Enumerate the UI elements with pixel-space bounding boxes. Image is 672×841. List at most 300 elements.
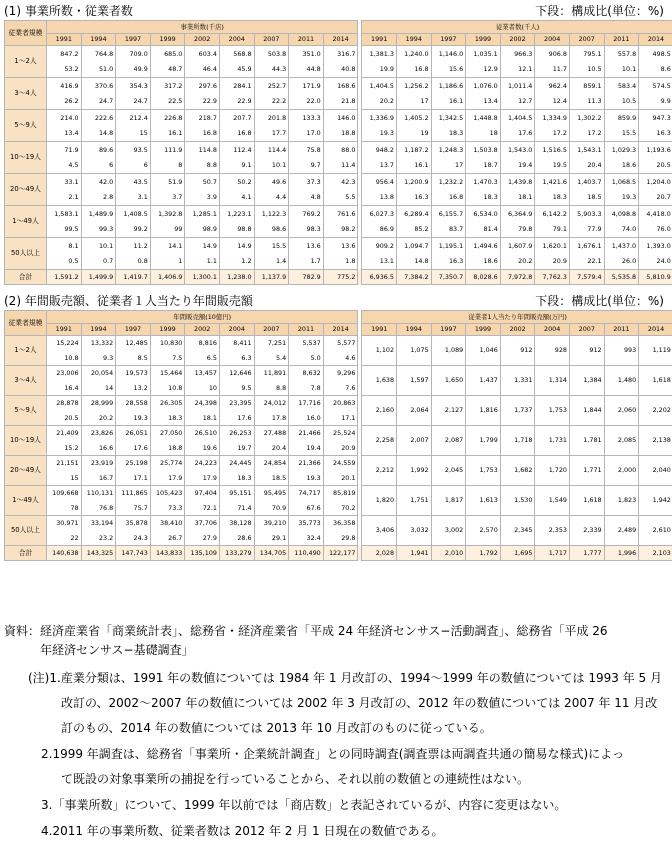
employees-cell: 6,364.9 — [500, 206, 535, 222]
establishments-cell: 769.2 — [289, 206, 324, 222]
year-header: 2007 — [569, 324, 604, 336]
sales-share-cell: 19.3 — [116, 411, 151, 426]
employees-cell: 859.1 — [569, 78, 604, 94]
sales-per-employee-cell: 2,202 — [639, 396, 672, 426]
employees-share-cell: 22.1 — [569, 254, 604, 270]
sales-per-employee-cell: 1,844 — [569, 396, 604, 426]
establishments-share-cell: 4.4 — [254, 190, 289, 206]
establishments-share-cell: 99.5 — [47, 222, 82, 238]
employees-cell: 1,404.5 — [362, 78, 397, 94]
year-header: 2007 — [254, 324, 289, 336]
sales-per-employee-cell: 1,089 — [431, 336, 466, 366]
year-header: 2004 — [219, 34, 254, 46]
establishments-share-cell: 24.7 — [116, 94, 151, 110]
total-row — [5, 546, 672, 561]
sales-cell: 8,816 — [185, 336, 220, 351]
sales-cell: 39,210 — [254, 516, 289, 531]
note-1: (注)1.産業分類は、1991 年の数値については 1984 年 1 月改訂の、1994〜1999 年の数値については 1993 年 5 月 — [28, 669, 662, 688]
establishments-cell: 93.5 — [116, 142, 151, 158]
sales-cell: 38,128 — [219, 516, 254, 531]
year-header: 1997 — [116, 34, 151, 46]
establishments-share-cell: 16.8 — [185, 126, 220, 142]
sales-share-cell: 19.3 — [289, 471, 324, 486]
sales-per-employee-cell: 1,817 — [431, 486, 466, 516]
year-header: 1997 — [431, 34, 466, 46]
year-header: 1991 — [47, 34, 82, 46]
sales-per-employee-total-cell: 1,695 — [500, 546, 535, 561]
establishments-cell: 761.6 — [323, 206, 358, 222]
employees-cell: 6,027.3 — [362, 206, 397, 222]
year-header: 1999 — [150, 34, 185, 46]
employees-cell: 948.2 — [362, 142, 397, 158]
sales-per-employee-cell: 1,823 — [604, 486, 639, 516]
establishments-total-cell: 1,499.9 — [81, 270, 116, 285]
row-label: 3〜4人 — [5, 78, 47, 110]
employees-share-cell: 18.6 — [604, 158, 639, 174]
employees-share-cell: 10.5 — [569, 62, 604, 78]
establishments-cell: 709.0 — [116, 46, 151, 62]
table-row — [5, 206, 672, 222]
sales-per-employee-cell: 2,258 — [362, 426, 397, 456]
sales-per-employee-cell: 2,007 — [397, 426, 432, 456]
employees-cell: 1,439.8 — [500, 174, 535, 190]
sales-per-employee-total-cell: 1,792 — [466, 546, 501, 561]
sales-cell: 37,706 — [185, 516, 220, 531]
sales-per-employee-cell: 2,064 — [397, 396, 432, 426]
sales-share-cell: 73.3 — [150, 501, 185, 516]
sales-share-cell: 67.6 — [289, 501, 324, 516]
employees-cell: 906.8 — [535, 46, 570, 62]
establishments-share-cell: 3.7 — [150, 190, 185, 206]
sales-share-cell: 20.9 — [323, 441, 358, 456]
establishments-cell: 50.2 — [219, 174, 254, 190]
table-row — [5, 46, 672, 62]
employees-share-cell: 11.3 — [569, 94, 604, 110]
employees-cell: 859.9 — [604, 110, 639, 126]
sales-share-cell: 6.3 — [219, 351, 254, 366]
sales-per-employee-cell: 1,753 — [535, 396, 570, 426]
year-header: 2002 — [500, 34, 535, 46]
sales-cell: 74,717 — [289, 486, 324, 501]
table-row — [5, 142, 672, 158]
sales-per-employee-cell: 2,085 — [604, 426, 639, 456]
row-label: 3〜4人 — [5, 366, 47, 396]
row-label: 1〜49人 — [5, 486, 47, 516]
sales-per-employee-cell: 2,339 — [569, 516, 604, 546]
employees-total-cell: 7,762.3 — [535, 270, 570, 285]
establishments-total-cell: 1,137.9 — [254, 270, 289, 285]
establishments-cell: 354.3 — [116, 78, 151, 94]
sales-cell: 5,577 — [323, 336, 358, 351]
sales-share-cell: 20.2 — [81, 411, 116, 426]
sales-per-employee-cell: 2,353 — [535, 516, 570, 546]
employees-cell: 498.5 — [639, 46, 672, 62]
sales-per-employee-cell: 3,002 — [431, 516, 466, 546]
establishments-share-cell: 9.1 — [219, 158, 254, 174]
sales-cell: 36,358 — [323, 516, 358, 531]
sales-cell: 23,006 — [47, 366, 82, 381]
year-header: 2007 — [569, 34, 604, 46]
establishments-share-cell: 6 — [81, 158, 116, 174]
establishments-share-cell: 21.8 — [323, 94, 358, 110]
establishments-cell: 14.9 — [219, 238, 254, 254]
sales-cell: 28,999 — [81, 396, 116, 411]
employees-share-cell: 11.7 — [535, 62, 570, 78]
year-header: 1991 — [362, 34, 397, 46]
sales-per-employee-cell: 1,682 — [500, 456, 535, 486]
group-right-header: 従業者数(千人) — [362, 21, 672, 34]
year-header: 2004 — [219, 324, 254, 336]
row-header: 従業者規模 — [5, 311, 47, 336]
sales-per-employee-cell: 2,212 — [362, 456, 397, 486]
sales-per-employee-cell: 2,127 — [431, 396, 466, 426]
sales-share-cell: 70.2 — [323, 501, 358, 516]
sales-per-employee-cell: 1,718 — [500, 426, 535, 456]
establishments-cell: 1,489.9 — [81, 206, 116, 222]
employees-cell: 1,187.2 — [396, 142, 431, 158]
sales-cell: 23,919 — [81, 456, 116, 471]
note-3: 3.「事業所数」について、1999 年以前では「商店数」と表記されているが、内容に変更はない。 — [41, 796, 566, 815]
sales-share-cell: 72.1 — [185, 501, 220, 516]
sales-share-cell: 17.9 — [185, 471, 220, 486]
establishments-share-cell: 1.4 — [254, 254, 289, 270]
establishments-cell: 207.7 — [219, 110, 254, 126]
row-header: 従業者規模 — [5, 21, 47, 46]
sales-share-cell: 13.2 — [116, 381, 151, 396]
establishments-cell: 114.8 — [185, 142, 220, 158]
year-header: 1997 — [116, 324, 151, 336]
establishments-share-cell: 1.7 — [289, 254, 324, 270]
establishments-share-cell: 2.1 — [47, 190, 82, 206]
employees-share-cell: 19.5 — [535, 158, 570, 174]
section1-header — [0, 2, 672, 18]
establishments-share-cell: 98.8 — [219, 222, 254, 238]
establishments-share-cell: 16.1 — [150, 126, 185, 142]
employees-cell: 1,068.5 — [604, 174, 639, 190]
employees-cell: 6,289.4 — [396, 206, 431, 222]
establishments-cell: 351.0 — [289, 46, 324, 62]
establishments-share-cell: 13.4 — [47, 126, 82, 142]
establishments-share-cell: 40.8 — [323, 62, 358, 78]
year-header: 1994 — [396, 34, 431, 46]
employees-share-cell: 18.3 — [466, 190, 501, 206]
employees-share-cell: 18.5 — [569, 190, 604, 206]
sales-cell: 38,410 — [150, 516, 185, 531]
employees-cell: 1,011.4 — [500, 78, 535, 94]
establishments-share-cell: 48.7 — [150, 62, 185, 78]
note-1-cont2: 訂のもの、2014 年の数値については 2013 年 10 月改訂のものに従っている。 — [61, 719, 492, 738]
establishments-cell: 297.6 — [185, 78, 220, 94]
year-header: 1991 — [47, 324, 82, 336]
sales-cell: 7,251 — [254, 336, 289, 351]
year-header-row — [5, 34, 672, 46]
sales-per-employee-cell: 1,102 — [362, 336, 397, 366]
establishments-share-cell: 18.8 — [323, 126, 358, 142]
group-header-row — [5, 21, 672, 34]
establishments-share-cell: 9.7 — [289, 158, 324, 174]
sales-per-employee-cell: 1,437 — [466, 366, 501, 396]
sales-per-employee-cell: 1,530 — [500, 486, 535, 516]
establishments-share-cell: 0.8 — [116, 254, 151, 270]
employees-cell: 1,448.8 — [466, 110, 501, 126]
establishments-share-cell: 11.4 — [323, 158, 358, 174]
sales-share-cell: 76.8 — [81, 501, 116, 516]
employees-share-cell: 20.4 — [569, 158, 604, 174]
year-header: 2014 — [323, 34, 358, 46]
sales-per-employee-cell: 912 — [569, 336, 604, 366]
employees-total-cell: 7,972.8 — [500, 270, 535, 285]
employees-cell: 583.4 — [604, 78, 639, 94]
establishments-share-cell: 46.4 — [185, 62, 220, 78]
employees-cell: 962.4 — [535, 78, 570, 94]
employees-share-cell: 16.3 — [396, 190, 431, 206]
sales-cell: 23,395 — [219, 396, 254, 411]
establishments-cell: 603.4 — [185, 46, 220, 62]
employees-cell: 1,437.0 — [604, 238, 639, 254]
employees-cell: 1,029.3 — [604, 142, 639, 158]
sales-share-cell: 16.7 — [81, 471, 116, 486]
sales-share-cell: 9.3 — [81, 351, 116, 366]
sales-cell: 28,878 — [47, 396, 82, 411]
row-label: 1〜2人 — [5, 336, 47, 366]
sales-per-employee-cell: 1,314 — [535, 366, 570, 396]
establishments-cell: 51.9 — [150, 174, 185, 190]
section1-title: (1) 事業所数・従業者数 — [4, 2, 133, 19]
establishments-share-cell: 2.8 — [81, 190, 116, 206]
group-left-header: 年間販売額(10億円) — [47, 311, 358, 324]
employees-share-cell: 17 — [396, 94, 431, 110]
year-header: 2014 — [639, 324, 672, 336]
employees-total-cell: 5,810.9 — [639, 270, 672, 285]
sales-share-cell: 19.4 — [289, 441, 324, 456]
establishments-cell: 114.4 — [254, 142, 289, 158]
establishments-total-cell: 1,300.1 — [185, 270, 220, 285]
sales-per-employee-cell: 1,384 — [569, 366, 604, 396]
sales-cell: 24,398 — [185, 396, 220, 411]
establishments-share-cell: 8 — [150, 158, 185, 174]
table-row — [5, 110, 672, 126]
sales-per-employee-total-cell: 2,103 — [639, 546, 672, 561]
sales-per-employee-cell: 1,771 — [569, 456, 604, 486]
sales-share-cell: 17.6 — [116, 441, 151, 456]
sales-per-employee-cell: 1,613 — [466, 486, 501, 516]
sales-share-cell: 16.6 — [81, 441, 116, 456]
sales-share-cell: 29.1 — [254, 531, 289, 546]
year-header: 1994 — [81, 324, 116, 336]
establishments-cell: 316.7 — [323, 46, 358, 62]
establishments-share-cell: 16.8 — [219, 126, 254, 142]
sales-share-cell: 32.4 — [289, 531, 324, 546]
establishments-share-cell: 1.1 — [185, 254, 220, 270]
sales-share-cell: 17.1 — [116, 471, 151, 486]
sales-share-cell: 14 — [81, 381, 116, 396]
employees-cell: 1,403.7 — [569, 174, 604, 190]
establishments-cell: 111.9 — [150, 142, 185, 158]
employees-share-cell: 8.6 — [639, 62, 672, 78]
establishments-share-cell: 0.7 — [81, 254, 116, 270]
sales-cell: 12,485 — [116, 336, 151, 351]
establishments-total-cell: 782.9 — [289, 270, 324, 285]
sales-per-employee-cell: 2,000 — [604, 456, 639, 486]
sales-share-cell: 24.3 — [116, 531, 151, 546]
establishments-share-cell: 26.2 — [47, 94, 82, 110]
establishments-cell: 50.7 — [185, 174, 220, 190]
employees-cell: 6,142.2 — [535, 206, 570, 222]
establishments-cell: 10.1 — [81, 238, 116, 254]
employees-cell: 1,094.7 — [396, 238, 431, 254]
employees-share-cell: 17 — [431, 158, 466, 174]
establishments-share-cell: 6 — [116, 158, 151, 174]
sales-share-cell: 16.0 — [289, 411, 324, 426]
establishments-share-cell: 44.8 — [289, 62, 324, 78]
sales-total-cell: 140,638 — [47, 546, 82, 561]
employees-cell: 1,240.0 — [396, 46, 431, 62]
establishments-cell: 43.5 — [116, 174, 151, 190]
establishments-share-cell: 15 — [116, 126, 151, 142]
sales-total-cell: 143,325 — [81, 546, 116, 561]
sales-share-cell: 10.8 — [150, 381, 185, 396]
employees-cell: 947.3 — [639, 110, 672, 126]
employees-share-cell: 15.6 — [431, 62, 466, 78]
establishments-share-cell: 44.3 — [254, 62, 289, 78]
group-header-row — [5, 311, 672, 324]
employees-cell: 1,204.0 — [639, 174, 672, 190]
establishments-cell: 214.0 — [47, 110, 82, 126]
note-2-cont: て既設の対象事業所の捕捉を行っていることから、それ以前の数値との連続性はない。 — [61, 770, 529, 789]
establishments-cell: 133.3 — [289, 110, 324, 126]
sales-per-employee-cell: 1,480 — [604, 366, 639, 396]
sales-share-cell: 71.4 — [219, 501, 254, 516]
establishments-share-cell: 1.2 — [219, 254, 254, 270]
establishments-share-cell: 17.0 — [289, 126, 324, 142]
establishments-cell: 14.1 — [150, 238, 185, 254]
employees-share-cell: 14.8 — [396, 254, 431, 270]
employees-cell: 956.4 — [362, 174, 397, 190]
employees-share-cell: 20.2 — [362, 94, 397, 110]
sales-per-employee-cell: 2,060 — [604, 396, 639, 426]
employees-cell: 1,543.0 — [500, 142, 535, 158]
employees-share-cell: 85.2 — [396, 222, 431, 238]
establishments-share-cell: 22.9 — [185, 94, 220, 110]
sales-per-employee-cell: 1,549 — [535, 486, 570, 516]
sales-cell: 9,296 — [323, 366, 358, 381]
establishments-share-cell: 10.1 — [254, 158, 289, 174]
sales-share-cell: 28.6 — [219, 531, 254, 546]
establishments-cell: 112.4 — [219, 142, 254, 158]
employees-cell: 966.3 — [500, 46, 535, 62]
employees-share-cell: 16.3 — [431, 254, 466, 270]
section1-unit: 下段：構成比(単位：%) — [535, 2, 664, 19]
sales-share-cell: 7.5 — [150, 351, 185, 366]
establishments-cell: 14.9 — [185, 238, 220, 254]
employees-share-cell: 12.4 — [535, 94, 570, 110]
sales-cell: 26,051 — [116, 426, 151, 441]
sales-per-employee-cell: 993 — [604, 336, 639, 366]
employees-share-cell: 18.3 — [535, 190, 570, 206]
table-row — [5, 516, 672, 531]
year-header: 2011 — [289, 34, 324, 46]
sales-share-cell: 17.9 — [150, 471, 185, 486]
year-header: 1997 — [431, 324, 466, 336]
establishments-cell: 89.6 — [81, 142, 116, 158]
sales-cell: 21,151 — [47, 456, 82, 471]
employees-share-cell: 19.3 — [604, 190, 639, 206]
source-line-cont: 年経済センサス−基礎調査」 — [40, 641, 194, 660]
establishments-cell: 71.9 — [47, 142, 82, 158]
employees-share-cell: 18.7 — [466, 158, 501, 174]
row-label: 5〜9人 — [5, 396, 47, 426]
sales-cell: 23,826 — [81, 426, 116, 441]
employees-share-cell: 19.3 — [362, 126, 397, 142]
sales-share-cell: 26.7 — [150, 531, 185, 546]
establishments-cell: 685.0 — [150, 46, 185, 62]
table-row-share — [5, 222, 672, 238]
employees-cell: 795.1 — [569, 46, 604, 62]
section2-unit: 下段：構成比(単位：%) — [535, 292, 664, 309]
employees-share-cell: 17.6 — [500, 126, 535, 142]
sales-cell: 27,050 — [150, 426, 185, 441]
employees-share-cell: 19.9 — [362, 62, 397, 78]
employees-share-cell: 18.6 — [466, 254, 501, 270]
sales-per-employee-cell: 1,720 — [535, 456, 570, 486]
employees-cell: 6,534.0 — [466, 206, 501, 222]
sales-per-employee-cell: 1,751 — [397, 486, 432, 516]
establishments-cell: 15.5 — [254, 238, 289, 254]
sales-cell: 8,632 — [289, 366, 324, 381]
employees-share-cell: 81.4 — [466, 222, 501, 238]
employees-cell: 1,342.5 — [431, 110, 466, 126]
employees-cell: 1,503.8 — [466, 142, 501, 158]
sales-cell: 95,151 — [219, 486, 254, 501]
year-header-row — [5, 324, 672, 336]
employees-cell: 1,193.6 — [639, 142, 672, 158]
employees-cell: 1,620.1 — [535, 238, 570, 254]
sales-share-cell: 20.5 — [47, 411, 82, 426]
establishments-total-cell: 1,406.9 — [150, 270, 185, 285]
table-row — [5, 426, 672, 441]
sales-cell: 35,773 — [289, 516, 324, 531]
group-right-header: 従業者1人当たり年間販売額(万円) — [362, 311, 672, 324]
sales-cell: 30,971 — [47, 516, 82, 531]
sales-cell: 25,774 — [150, 456, 185, 471]
sales-per-employee-cell: 1,618 — [639, 366, 672, 396]
establishments-total-cell: 1,591.2 — [47, 270, 82, 285]
sales-per-employee-total-cell: 2,028 — [362, 546, 397, 561]
employees-share-cell: 16.1 — [396, 158, 431, 174]
establishments-share-cell: 4.5 — [47, 158, 82, 174]
employees-share-cell: 18.1 — [500, 190, 535, 206]
sales-cell: 24,445 — [219, 456, 254, 471]
note-4: 4.2011 年の事業所数、従業者数は 2012 年 2 月 1 日現在の数値である。 — [41, 822, 444, 841]
establishments-cell: 42.3 — [323, 174, 358, 190]
sales-per-employee-cell: 2,489 — [604, 516, 639, 546]
sales-per-employee-cell: 1,816 — [466, 396, 501, 426]
sales-cell: 26,253 — [219, 426, 254, 441]
employees-cell: 1,195.1 — [431, 238, 466, 254]
employees-share-cell: 18 — [466, 126, 501, 142]
table-row — [5, 174, 672, 190]
establishments-share-cell: 98.2 — [323, 222, 358, 238]
sales-per-employee-cell: 2,045 — [431, 456, 466, 486]
row-label: 1〜49人 — [5, 206, 47, 238]
row-label: 20〜49人 — [5, 456, 47, 486]
establishments-cell: 317.2 — [150, 78, 185, 94]
sales-share-cell: 7.6 — [323, 381, 358, 396]
employees-share-cell: 10.5 — [604, 94, 639, 110]
sales-per-employee-cell: 1,618 — [569, 486, 604, 516]
employees-cell: 5,903.3 — [569, 206, 604, 222]
year-header: 1994 — [81, 34, 116, 46]
